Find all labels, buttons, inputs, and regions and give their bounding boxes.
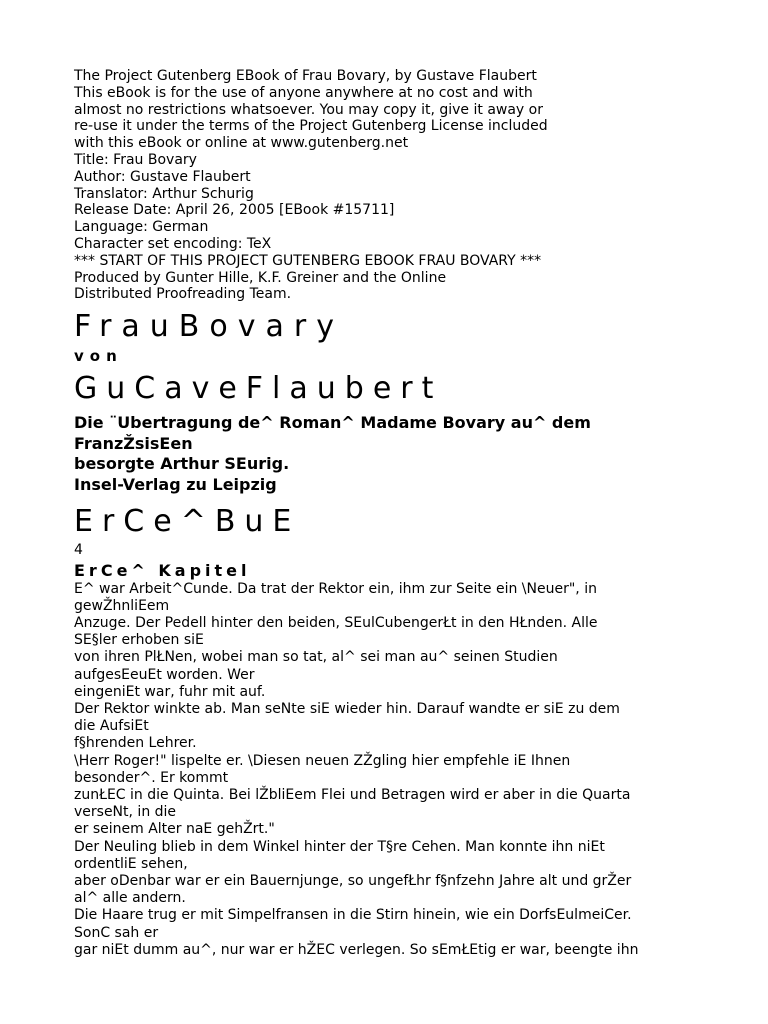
byline-von: von bbox=[74, 347, 123, 366]
header-line: *** START OF THIS PROJECT GUTENBERG EBOOK FRAU BOVARY *** bbox=[74, 252, 542, 269]
body-line: \Herr Roger!" lispelte er. \Diesen neuen ZŽgling hier empfehle iE Ihnen bbox=[74, 752, 571, 769]
edition-line: Die ¨Ubertragung de^ Roman^ Madame Bovary au^ dem bbox=[74, 413, 591, 433]
body-line: verseNt, in die bbox=[74, 804, 177, 821]
body-line: Der Rektor winkte ab. Man seNte siE wieder hin. Darauf wandte er siE zu dem bbox=[74, 700, 620, 717]
body-line: eingeniEt war, fuhr mit auf. bbox=[74, 683, 266, 700]
header-line: This eBook is for the use of anyone anywhere at no cost and with bbox=[74, 84, 533, 101]
edition-line: Insel-Verlag zu Leipzig bbox=[74, 474, 277, 494]
body-line: Der Neuling blieb in dem Winkel hinter der T§re Cehen. Man konnte ihn niEt bbox=[74, 838, 605, 855]
body-line: zunŁEC in die Quinta. Bei lŽbliEem Flei und Betragen wird er aber in die Quarta bbox=[74, 786, 631, 803]
body-line: von ihren PlŁNen, wobei man so tat, al^ sei man au^ seinen Studien bbox=[74, 649, 558, 666]
header-line: almost no restrictions whatsoever. You may copy it, give it away or bbox=[74, 101, 543, 118]
gutenberg-header bbox=[74, 68, 704, 303]
edition-line: FranzŽsisEen bbox=[74, 433, 193, 453]
header-line: Author: Gustave Flaubert bbox=[74, 168, 251, 185]
body-line: SonC sah er bbox=[74, 924, 159, 941]
header-line: Title: Frau Bovary bbox=[74, 151, 197, 168]
chapter-heading: ErCe^ Kapitel bbox=[74, 560, 251, 580]
body-line: aufgesEeuEt worden. Wer bbox=[74, 666, 255, 683]
body-line: er seinem Alter naE gehŽrt." bbox=[74, 821, 275, 838]
header-line: Distributed Proofreading Team. bbox=[74, 286, 292, 303]
header-line: The Project Gutenberg EBook of Frau Bovary, by Gustave Flaubert bbox=[74, 68, 537, 84]
page-number: 4 bbox=[74, 541, 83, 558]
body-line: besonder^. Er kommt bbox=[74, 769, 229, 786]
header-line: Character set encoding: TeX bbox=[74, 235, 272, 252]
chapter-body bbox=[74, 581, 704, 959]
edition-line: besorgte Arthur SEurig. bbox=[74, 454, 290, 474]
body-line: Die Haare trug er mit Simpelfransen in die Stirn hinein, wie ein DorfsEulmeiCer. bbox=[74, 907, 632, 924]
header-line: Release Date: April 26, 2005 [EBook #15711] bbox=[74, 202, 395, 219]
header-line: re-use it under the terms of the Project Gutenberg License included bbox=[74, 118, 548, 135]
body-line: ordentliE sehen, bbox=[74, 855, 188, 872]
body-line: f§hrenden Lehrer. bbox=[74, 735, 197, 752]
body-line: Anzuge. Der Pedell hinter den beiden, SEulCubengerŁt in den HŁnden. Alle bbox=[74, 614, 598, 631]
header-line: Produced by Gunter Hille, K.F. Greiner and the Online bbox=[74, 269, 447, 286]
author-heading: GuCaveFlaubert bbox=[74, 371, 443, 407]
body-line: gewŽhnliEem bbox=[74, 597, 170, 614]
body-line: al^ alle andern. bbox=[74, 890, 186, 907]
book-part-heading: ErCe^BuE bbox=[74, 503, 301, 539]
body-line: E^ war Arbeit^Cunde. Da trat der Rektor ein, ihm zur Seite ein \Neuer", in bbox=[74, 580, 597, 597]
body-line: gar niEt dumm au^, nur war er hŽEC verlegen. So sEmŁEtig er war, beengte ihn bbox=[74, 941, 639, 958]
header-line: Translator: Arthur Schurig bbox=[74, 185, 254, 202]
edition-note bbox=[74, 413, 704, 495]
header-line: with this eBook or online at www.gutenberg.net bbox=[74, 135, 409, 152]
header-line: Language: German bbox=[74, 219, 209, 236]
body-line: aber oDenbar war er ein Bauernjunge, so ungefŁhr f§nfzehn Jahre alt und grŽer bbox=[74, 872, 632, 889]
book-title: FrauBovary bbox=[74, 309, 344, 345]
body-line: die AufsiEt bbox=[74, 718, 149, 735]
document-page bbox=[74, 68, 704, 959]
body-line: SE§ler erhoben siE bbox=[74, 632, 204, 649]
